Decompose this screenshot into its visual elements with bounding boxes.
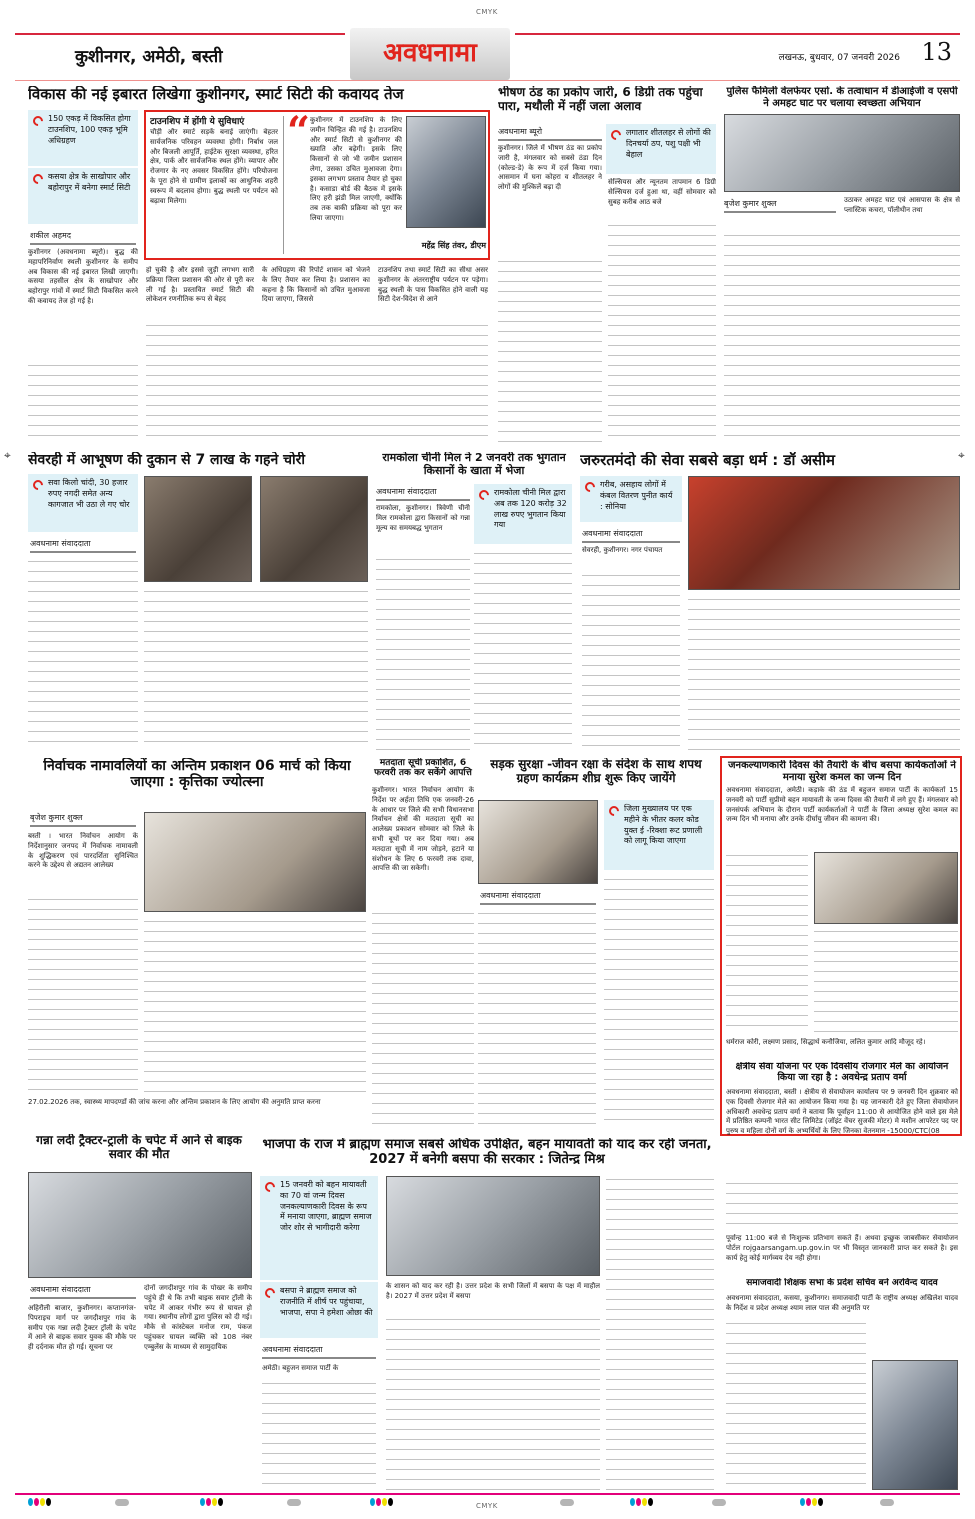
headline-road-safety[interactable]: सड़क सुरक्षा -जीवन रक्षा के संदेश के साथ शपथ ग्रहण कार्यक्रम शीघ्र शुरू किए जायेंगे xyxy=(490,758,702,785)
article-body: दोनों जगदीशपुर गांव के पोखर के समीप पहुंचे ही थे कि तभी बाइक सवार ट्रॉली के चपेट में आकर गंभीर रूप से घायल हो गया। स्थानीय लोगों द्वारा पुलिस को दी गई। मौके से कांस्टेबल मनोज राम, पंकज पहुंचकर घायल व्यक्ति को 108 नंबर एम्बुलेंस के माध्यम से सामुदायिक xyxy=(144,1284,252,1351)
cmyk-registration-dot xyxy=(370,1498,375,1506)
article-body: बस्ती । भारत निर्वाचन आयोग के निर्देशानुसार जनपद में निर्वाचक नामावली के शुद्धिकरण एवं पारदर्शिता सुनिश्चित करने के उद्देश्य से अद्यतन आलेख्य xyxy=(28,832,138,870)
byline: अवधनामा संवाददाता xyxy=(262,1344,376,1359)
cmyk-registration-dot xyxy=(200,1498,205,1506)
highlight-text: 150 एकड़ में विकसित होगा टाउनशिप, 100 एकड़ भूमि अधिग्रहण xyxy=(48,114,131,145)
highlight-text: कसया क्षेत्र के साखोपार और बहोरापुर में बनेगा स्मार्ट सिटी xyxy=(48,172,131,192)
cmyk-registration-dot xyxy=(642,1498,647,1506)
article-body: अवधनामा संवाददाता, अमेठी। कड़ाके की ठंड में बहुजन समाज पार्टी के कार्यकर्ता 15 जनवरी को पार्टी सुप्रीमो बहन मायावती के जन्म दिवस की तैयारी में लगे हुए हैं। मंगलवार को जनसंपर्क अभियान के दौरान पार्टी कार्यकर्ताओं ने पार्टी के जिला अध्यक्ष सुरेश कमल का जन्म दिन भी मनाया और उनके दीर्घायु जीवन की कामना की। xyxy=(726,786,958,824)
headline-cold-wave[interactable]: भीषण ठंड का प्रकोप जारी, 6 डिग्री तक पहुंचा पारा, मथौली में नहीं जला अलाव xyxy=(498,86,703,113)
arvind-yadav-portrait-photo xyxy=(872,1360,958,1490)
cmyk-registration-dot xyxy=(382,1498,387,1506)
headline-jewellery-theft[interactable]: सेवरही में आभूषण की दुकान से 7 लाख के गहने चोरी xyxy=(28,452,305,468)
byline: अवधनामा संवाददाता xyxy=(30,1284,136,1299)
highlight-text: 15 जनवरी को बहन मायावती का 70 वां जन्म दिवस जनकल्याणकारी दिवस के रूप में मनाया जाएगा, ब्राह्मण समाज जोर शोर से भागीदारी करेगा xyxy=(280,1180,372,1233)
byline: अवधनामा संवाददाता xyxy=(582,528,680,543)
highlight-box xyxy=(260,1176,378,1280)
highlight-box xyxy=(580,476,682,522)
article-body: टाउनशिप तथा स्मार्ट सिटी का सीधा असर कुशीनगर के अंतरराष्ट्रीय पर्यटन पर पड़ेगा। बुद्ध स्थली के पास विकसित होने वाली यह सिटी देश-विदेश से आने xyxy=(378,266,488,304)
cmyk-registration-dot xyxy=(388,1498,393,1506)
bullet-icon xyxy=(609,128,623,142)
gray-registration-dot xyxy=(115,1499,129,1506)
cmyk-registration-dot xyxy=(812,1498,817,1506)
cmyk-registration-dot xyxy=(206,1498,211,1506)
masthead xyxy=(15,30,960,80)
article-body: सेवरही, कुशीनगर। नगर पंचायत xyxy=(582,546,663,554)
box-text: चौड़ी और स्मार्ट सड़कें बनाई जाएंगी। बेहतर सार्वजनिक परिवहन व्यवस्था होगी। निर्बाध जल और बिजली आपूर्ति, हाईटेक सुरक्षा व्यवस्था, हरित क्षेत्र, पार्क और सार्वजनिक स्थल होंगे। व्यापार और रोजगार के नए अवसर विकसित होंगे। परियोजना के पूरा होने से ग्रामीण इलाकों का आधुनिक शहरी स्वरूप में बदलाव होगा। बुद्ध स्थली पर पर्यटन को बढ़ावा मिलेगा। xyxy=(150,128,278,205)
logo-text: अवधनामा xyxy=(383,38,477,68)
gray-registration-dot xyxy=(287,1499,301,1506)
bullet-icon xyxy=(263,1180,277,1194)
byline: अवधनामा संवाददाता xyxy=(30,538,136,553)
headline-tractor-accident[interactable]: गन्ना लदी ट्रैक्टर-ट्राली के चपेट में आने से बाइक सवार की मौत xyxy=(36,1134,242,1161)
highlight-text: लगातार शीतलहर से लोगों की दिनचर्या ठप, पशु पक्षी भी बेहाल xyxy=(626,128,711,159)
cmyk-registration-dot xyxy=(630,1498,635,1506)
cmyk-label-bottom: CMYK xyxy=(476,1502,498,1510)
section-name: कुशीनगर, अमेठी, बस्ती xyxy=(75,47,223,67)
cmyk-registration-dot xyxy=(818,1498,823,1506)
cmyk-registration-dot xyxy=(636,1498,641,1506)
headline-job-fair[interactable]: क्षेत्रीय सेवा योजना पर एक दिवसीय रोजगार मेले का आयोजन किया जा रहा है : अवधेन्द्र प्रताप वर्मा xyxy=(735,1062,949,1083)
bullet-icon xyxy=(477,488,491,502)
article-body: अहिरौली बाजार, कुशीनगर। कप्तानगंज-पिपराइच मार्ग पर जगदीशपुर गांव के समीप एक गन्ना लदी ट्रैक्टर ट्रॉली के चपेट में आने से बाइक सवार युवक की मौके पर ही दर्दनाक मौत हो गई। सूचना पर xyxy=(28,1304,136,1352)
blanket-distribution-photo xyxy=(688,476,960,590)
byline: बृजेश कुमार शुक्ल xyxy=(724,198,836,213)
shop-cupboard-photo xyxy=(260,476,368,582)
highlight-text: बसपा ने ब्राह्मण समाज को राजनीति में शीर्ष पर पहुंचाया, भाजपा, सपा ने हमेशा ओछा की xyxy=(280,1286,373,1317)
cmyk-registration-dot xyxy=(376,1498,381,1506)
dateline: लखनऊ, बुधवार, 07 जनवरी 2026 xyxy=(778,53,900,63)
highlight-box xyxy=(260,1282,378,1338)
official-at-desk-photo xyxy=(478,800,598,884)
article-body: रामकोला, कुशीनगर। त्रिवेणी चीनी मिल रामकोला द्वारा किसानों को गन्ना मूल्य का समयबद्ध भुगतान xyxy=(376,504,470,532)
cmyk-registration-dot xyxy=(806,1498,811,1506)
cmyk-registration-dot xyxy=(46,1498,51,1506)
article-body: अवधनामा संवाददाता, बस्ती । क्षेत्रीय से सेवायोजन कार्यालय पर 9 जनवरी दिन शुक्रवार को एक दिवसी रोजगार मेले का आयोजन किया गया है। यह जानकारी देते हुए जिला सेवायोजन अधिकारी अवधेन्द्र प्रताप वर्मा ने बताया कि पूर्वाहन 11:00 से आयोजित होने वाले इस मेले में प्रतिष्ठित कम्पनी भारत सीट लिमिटेड (जॉइंट वेंचर सुजकी मोटर) मे मशीन आपरेटर पद पर पुरुष व महिला दोनों वर्ग के अभ्यर्थियों के लिए जिनका वेतनमान -15000/CTC(08 xyxy=(726,1088,958,1136)
article-body: पूर्वान्ह 11:00 बजे से निःशुल्क प्रतिभाग सकते हैं। अथवा इच्छुक जाबसीकर सेवायोजन पोर्टल rojgaarsangam.up.gov.in पर भी विस्तृत जानकारी प्राप्त कर सकते है। इस कार्य हेतु कोई मार्गव्यय देय नही होगा। xyxy=(726,1234,958,1262)
article-body: के शासन को याद कर रही है। उत्तर प्रदेश के सभी जिलों में बसपा के पक्ष में माहौल है। 2027 में उत्तर प्रदेश में बसपा xyxy=(386,1282,600,1300)
headline-sugar-mill[interactable]: रामकोला चीनी मिल ने 2 जनवरी तक भुगतान किसानों के खाता में भेजा xyxy=(382,452,566,477)
gray-registration-dot xyxy=(560,1499,574,1506)
birthday-celebration-photo xyxy=(814,852,958,924)
headline-dr-aseem[interactable]: जरुरतमंदो की सेवा सबसे बड़ा धर्म : डॉ असीम xyxy=(580,452,836,469)
highlight-box xyxy=(474,484,572,544)
byline: अवधनामा ब्यूरो xyxy=(498,126,602,141)
bullet-icon xyxy=(31,172,45,186)
bullet-icon xyxy=(31,478,45,492)
newspaper-logo[interactable] xyxy=(350,28,510,80)
article-body: उठाकर अमहट घाट एवं आसपास के क्षेत्र से प्लास्टिक कचरा, पॉलीथीन तथा xyxy=(844,196,960,214)
bsp-workers-photo xyxy=(386,1176,600,1276)
cmyk-label-top: CMYK xyxy=(476,8,498,16)
registration-mark-icon: ⌖ xyxy=(4,448,11,462)
byline: अवधनामा संवाददाता xyxy=(480,890,596,905)
highlight-box xyxy=(604,800,714,870)
headline-police-cleanliness[interactable]: पुलिस फैमिली वेलफेयर एसो. के तत्वाधान में डीआईजी व एसपी ने अमहट घाट पर चलाया स्वच्छता अभियान xyxy=(726,86,958,109)
byline: बृजेश कुमार शुक्ल xyxy=(30,812,136,827)
article-body: हो चुकी है और इससे जुड़ी लगभग सारी प्रक्रिया जिला प्रशासन की ओर से पूरी कर ली गई है। प्रस्तावित स्मार्ट सिटी की लोकेशन रणनीतिक रूप से बेहद xyxy=(146,266,254,304)
article-body: 27.02.2026 तक, स्वास्थ्य मापदण्डों की जांच करना और अन्तिम प्रकाशन के लिए आयोग की अनुमति प्राप्त करना xyxy=(28,1098,321,1106)
highlight-box xyxy=(28,474,138,532)
byline: शकील अहमद xyxy=(30,230,136,245)
highlight-box xyxy=(28,168,138,224)
bullet-icon xyxy=(263,1286,277,1300)
article-body: अवधनामा संवाददाता, कसया, कुशीनगर। समाजवादी पार्टी के राष्ट्रीय अध्यक्ष अखिलेश यादव के निर्देश व प्रदेश अध्यक्ष श्याम लाल पाल की अनुमति पर xyxy=(726,1294,958,1312)
quote-text: कुशीनगर में टाउनशिप के लिए जमीन चिन्हित की गई है। टाउनशिप और स्मार्ट सिटी से कुशीनगर की ख्याति और बढ़ेगी। इसके लिए किसानों से जो भी जमीन प्रशासन लेगा, उसका उचित मुआवजा देगा। इसका लगभग प्रस्ताव तैयार हो चुका है। कसाडा बोर्ड की बैठक में इसके लिए हरी झंडी मिल जाएगी, क्योंकि तब तक बाकी प्रक्रिया को पूरा कर लिया जाएगा। xyxy=(310,116,402,222)
cmyk-registration-dot xyxy=(40,1498,45,1506)
box-title: टाउनशिप में होंगी ये सुविधाएं xyxy=(150,117,245,127)
bullet-icon xyxy=(31,114,45,128)
article-body: सेल्सियस और न्यूनतम तापमान 6 डिग्री सेल्सियस दर्ज हुआ था, वहीं सोमवार को सुबह करीब आठ बजे xyxy=(608,178,716,206)
highlight-box xyxy=(28,110,138,166)
article-body: कुशीनगर। जिले में भीषण ठंड का प्रकोप जारी है, मंगलवार को सबसे ठंडा दिन (कोल्ड-डे) के रूप में दर्ज किया गया। आसमान में घना कोहरा व शीतलहर ने लोगों की मुश्किलें बढ़ा दी xyxy=(498,144,602,192)
cmyk-registration-dot xyxy=(800,1498,805,1506)
bullet-icon xyxy=(583,480,597,494)
officials-group-photo xyxy=(144,812,366,912)
shop-cupboard-photo xyxy=(144,476,252,582)
gray-registration-dot xyxy=(880,1499,894,1506)
cmyk-registration-dot xyxy=(648,1498,653,1506)
article-body: धर्मराज कोरी, लक्ष्मण प्रसाद, सिद्धार्थ कनौजिया, ललित कुमार आदि मौजूद रहे। xyxy=(726,1038,926,1046)
article-body: कुशीनगर (अवधनामा ब्यूरो)। बुद्ध की महापरिनिर्वाण स्थली कुशीनगर के समीप अब विकास की नई इबारत लिखी जाएगी। कसया तहसील क्षेत्र के साखोपार और बहोरापुर गांवों में स्मार्ट सिटी विकसित करने की कवायद तेज हो गई है। xyxy=(28,248,138,305)
cmyk-registration-dot xyxy=(218,1498,223,1506)
cmyk-registration-dot xyxy=(212,1498,217,1506)
headline-bsp-birthday[interactable]: जनकल्याणकारी दिवस की तैयारी के बीच बसपा कार्यकर्ताओं ने मनाया सुरेश कमल का जन्म दिन xyxy=(728,760,956,783)
accident-crowd-photo xyxy=(28,1172,252,1278)
headline-smart-city[interactable]: विकास की नई इबारत लिखेगा कुशीनगर, स्मार्ट सिटी की कवायद तेज xyxy=(28,86,404,103)
headline-voter-list[interactable]: मतदाता सूची प्रकाशित, 6 फरवरी तक कर सकेंगे आपत्ति xyxy=(374,758,472,779)
byline: अवधनामा संवाददाता xyxy=(376,486,470,501)
article-body: अमेठी। बहुजन समाज पार्टी के xyxy=(262,1364,339,1372)
page-number: 13 xyxy=(921,38,952,66)
highlight-text: जिला मुख्यालय पर एक महीने के भीतर कलर कोड युक्त ई -रिक्शा रूट प्रणाली को लागू किया जाएगा xyxy=(624,804,703,846)
quote-attribution: महेंद्र सिंह तंवर, डीएम xyxy=(421,241,486,250)
dm-portrait-photo xyxy=(406,116,486,228)
registration-mark-icon: ⌖ xyxy=(958,448,965,462)
highlight-text: गरीब, असहाय लोगों में कंबल वितरण पुनीत कार्य : सोनिया xyxy=(600,480,673,511)
headline-electoral-roll[interactable]: निर्वाचक नामावलियों का अन्तिम प्रकाशन 06 मार्च को किया जाएगा : कृत्तिका ज्योत्स्ना xyxy=(43,758,351,791)
gray-registration-dot xyxy=(712,1499,726,1506)
article-body: कुशीनगर। भारत निर्वाचन आयोग के निर्देश पर अर्हता तिथि एक जनवरी-26 के आधार पर जिले की सभी विधानसभा निर्वाचन क्षेत्रों की मतदाता सूची का आलेख्य प्रकाशन सोमवार को जिले के सभी बूथों पर कर दिया गया। अब मतदाता सूची में नाम जोड़ने, हटाने या संशोधन के लिए 6 फरवरी तक दावा, आपत्ति की जा सकेगी। xyxy=(372,786,474,873)
headline-teacher-union[interactable]: समाजवादी शिक्षक सभा के प्रदेश सचिव बने अरविन्द यादव xyxy=(746,1278,938,1288)
highlight-text: रामकोला चीनी मिल द्वारा अब तक 120 करोड़ 32 लाख रुपए भुगतान किया गया xyxy=(494,488,567,530)
bottom-rule xyxy=(15,1493,960,1495)
cleanliness-drive-photo xyxy=(724,114,960,192)
highlight-box xyxy=(606,124,716,174)
highlight-text: सवा किलो चांदी, 30 हजार रुपए नगदी समेत अन्य कागजात भी उठा ले गए चोर xyxy=(48,478,130,509)
quote-icon: “ xyxy=(287,108,311,155)
cmyk-registration-dot xyxy=(34,1498,39,1506)
article-body: के अधिग्रहण की रिपोर्ट शासन को भेजने के लिए तैयार कर लिया है। प्रशासन का कहना है कि किसानों को उचित मुआवजा दिया जाएगा, जिससे xyxy=(262,266,370,304)
bullet-icon xyxy=(607,804,621,818)
cmyk-registration-dot xyxy=(28,1498,33,1506)
headline-bsp-brahmin[interactable]: भाजपा के राज में ब्राह्मण समाज सबसे अधिक उपेक्षित, बहन मायावती को याद कर रही जनता, 2027 में बनेगी बसपा की सरकार : जितेन्द्र मिश्र xyxy=(262,1138,712,1167)
